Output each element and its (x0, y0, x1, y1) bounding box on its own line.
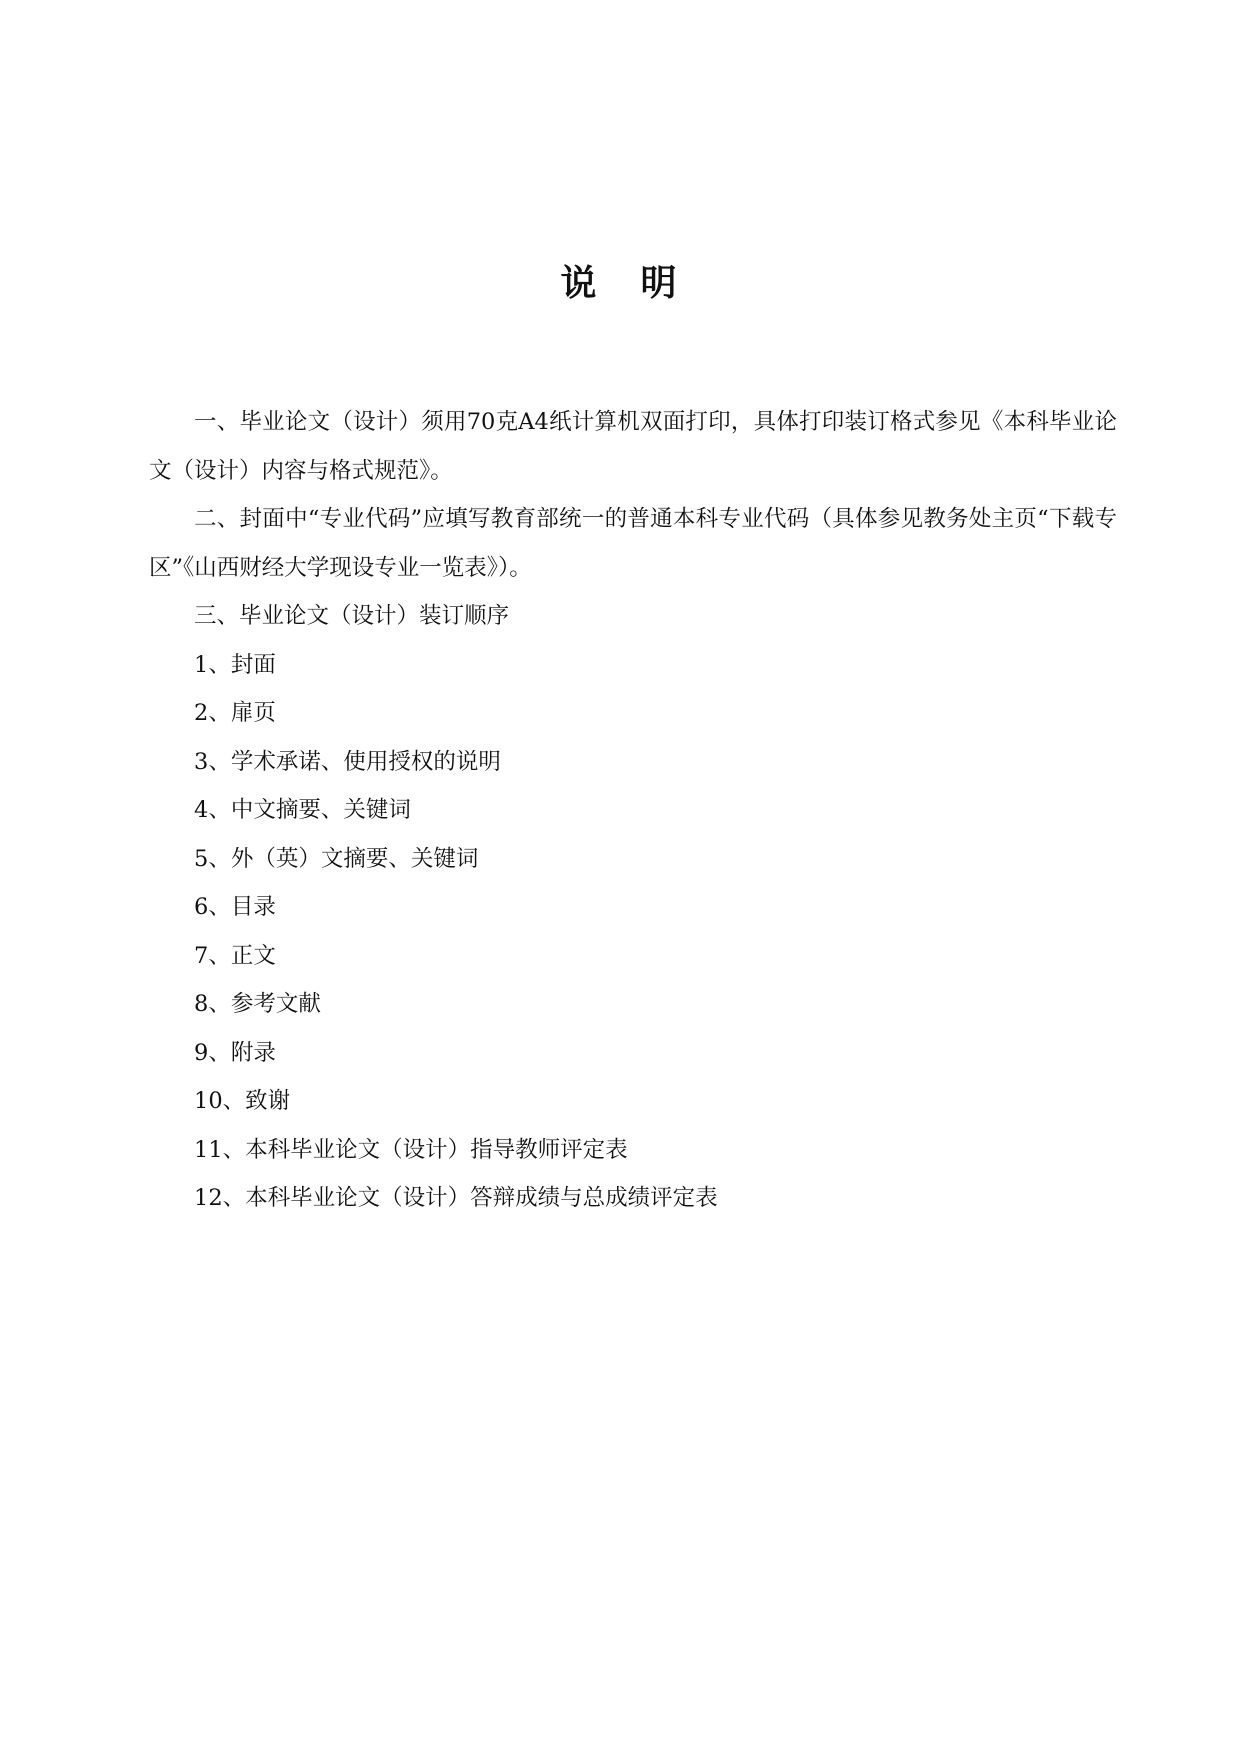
binding-order-item: 8、参考文献 (194, 991, 321, 1017)
binding-order-item: 11、本科毕业论文（设计）指导教师评定表 (194, 1136, 628, 1163)
binding-order-item: 10、致谢 (194, 1088, 291, 1114)
instruction-paragraph-1: 一、毕业论文（设计）须用70克A4纸计算机双面打印，具体打印装订格式参见《本科毕业论文（设计）内容与格式规范》。 (149, 409, 1117, 484)
binding-order-item: 12、本科毕业论文（设计）答辩成绩与总成绩评定表 (194, 1185, 718, 1211)
instructions-body (149, 398, 1117, 1223)
instruction-paragraph-2: 二、封面中“专业代码”应填写教育部统一的普通本科专业代码（具体参见教务处主页“下载专区”《山西财经大学现设专业一览表》）。 (149, 506, 1117, 581)
instruction-paragraph-3: 三、毕业论文（设计）装订顺序 (194, 603, 510, 629)
binding-order-item: 3、学术承诺、使用授权的说明 (194, 748, 501, 775)
binding-order-list (149, 641, 1117, 1223)
binding-order-item: 5、外（英）文摘要、关键词 (194, 845, 479, 872)
binding-order-item: 7、正文 (194, 942, 276, 969)
page-title: 说 明 (560, 262, 681, 304)
binding-order-item: 4、中文摘要、关键词 (194, 797, 411, 823)
binding-order-item: 2、扉页 (194, 700, 276, 726)
binding-order-item: 9、附录 (194, 1039, 276, 1066)
binding-order-item: 1、封面 (194, 651, 276, 678)
binding-order-item: 6、目录 (194, 894, 276, 920)
